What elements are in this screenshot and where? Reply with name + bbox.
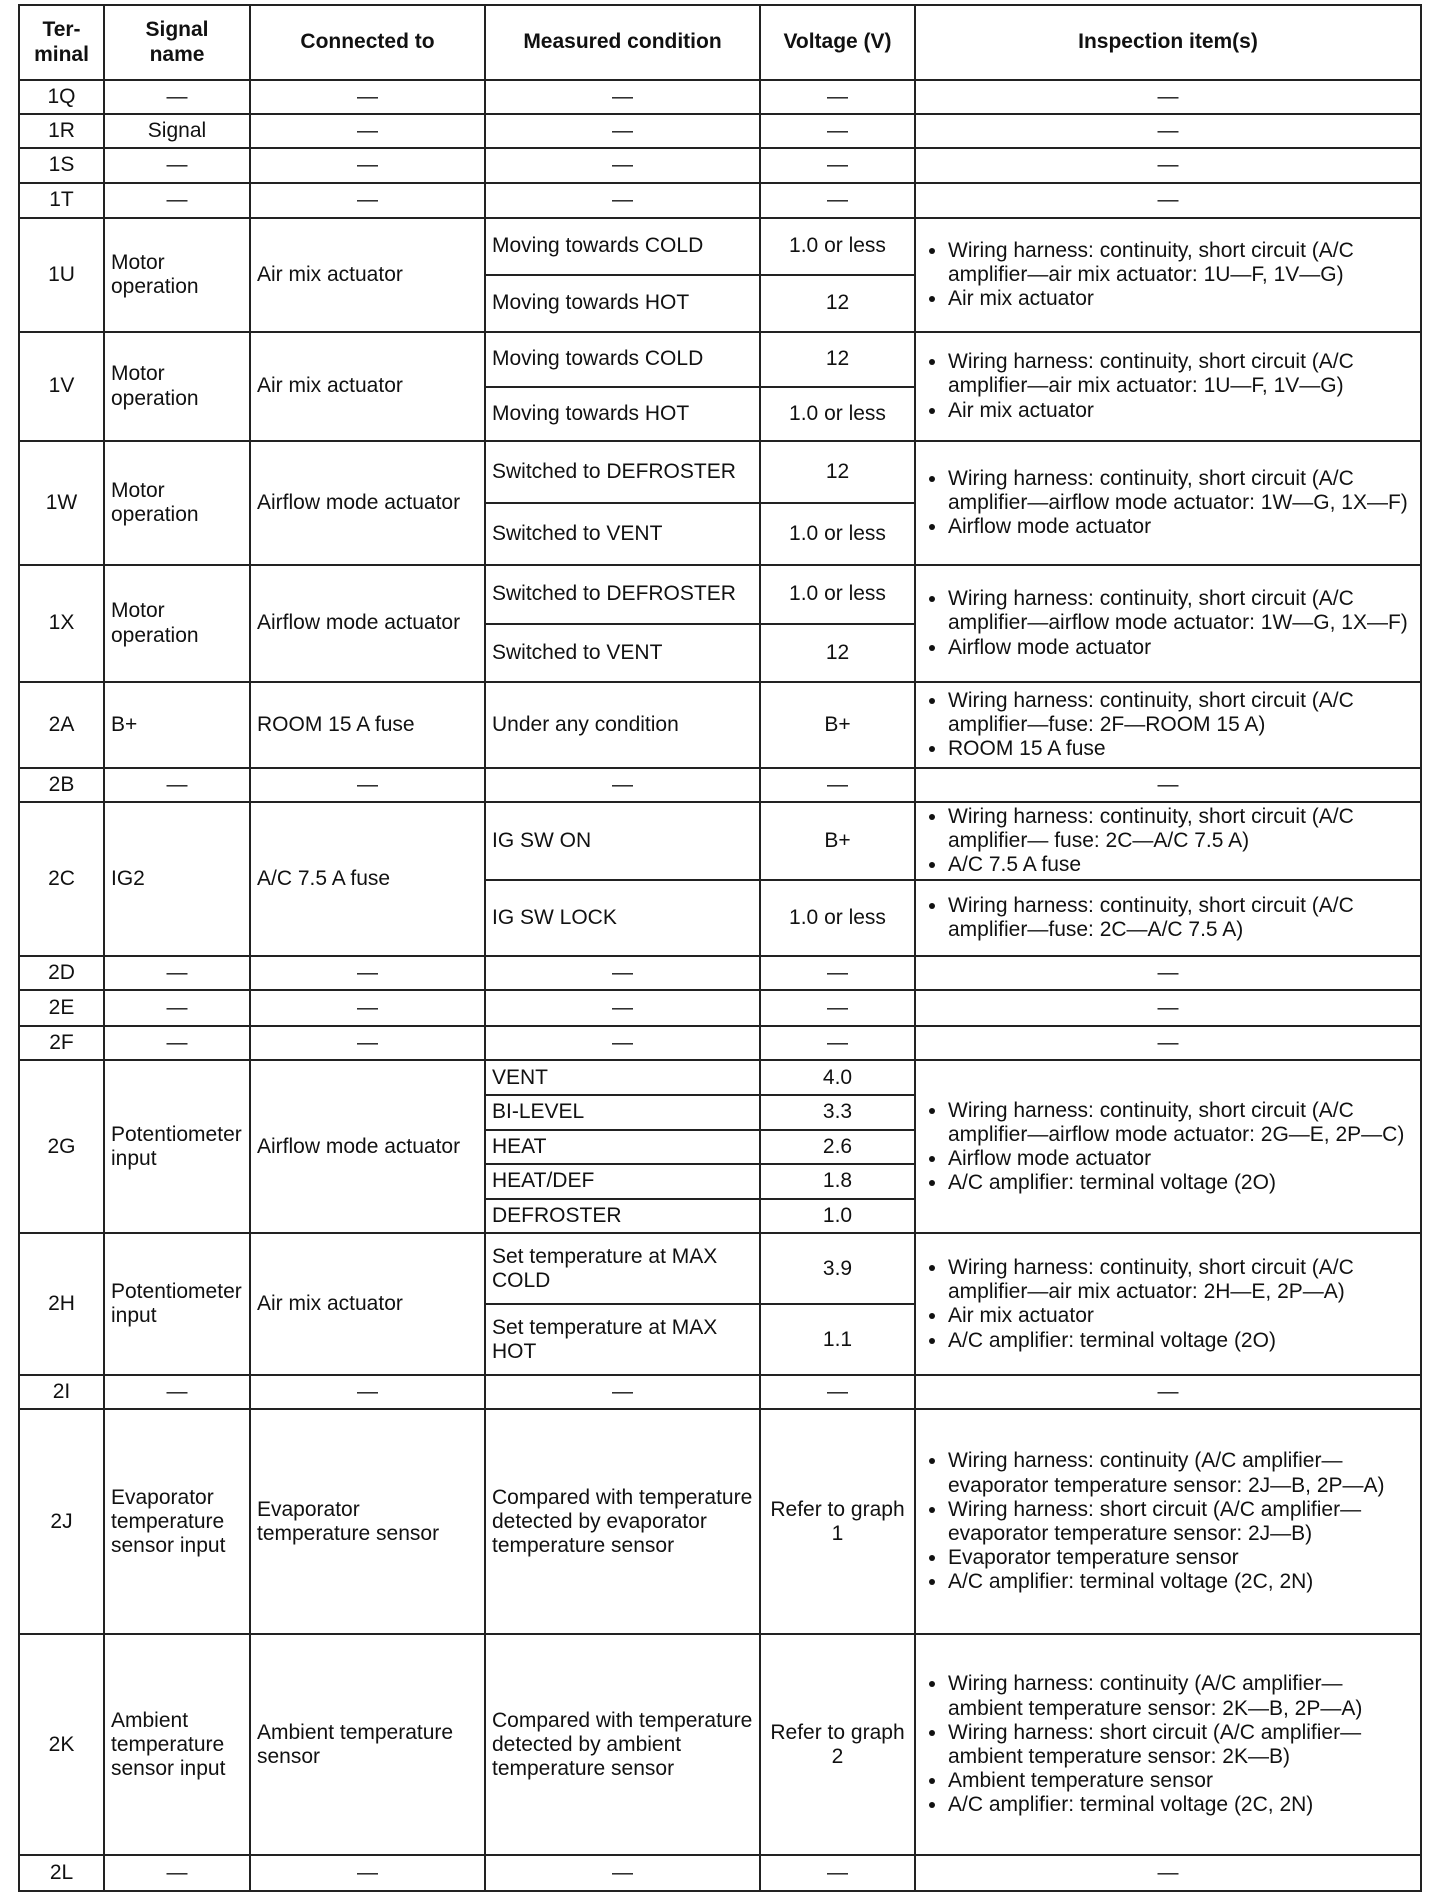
signal-name: —	[104, 80, 250, 114]
inspection-items	[915, 565, 1421, 682]
table-row	[19, 956, 1421, 990]
measured-condition: —	[485, 183, 760, 218]
inspection-items	[915, 802, 1421, 880]
table-row	[19, 1634, 1421, 1855]
table-row	[19, 802, 1421, 880]
voltage: 1.0	[760, 1199, 915, 1234]
measured-condition: —	[485, 80, 760, 114]
inspection-item: • A/C amplifier: terminal voltage (2O)	[948, 1329, 1414, 1353]
inspection-items: —	[915, 148, 1421, 183]
inspection-items: —	[915, 183, 1421, 218]
connected-to: Airflow mode actuator	[250, 441, 485, 565]
connected-to: Air mix actuator	[250, 332, 485, 441]
voltage: 4.0	[760, 1060, 915, 1095]
voltage: 1.8	[760, 1164, 915, 1199]
inspection-items: —	[915, 990, 1421, 1026]
voltage: 12	[760, 275, 915, 332]
inspection-item: • Ambient temperature sensor	[948, 1769, 1414, 1793]
inspection-item: • Wiring harness: continuity (A/C amplifier—evaporator temperature sensor: 2J—B, 2P—A)	[948, 1449, 1414, 1497]
signal-name: IG2	[104, 802, 250, 956]
voltage: Refer to graph 2	[760, 1634, 915, 1855]
voltage: —	[760, 1026, 915, 1060]
measured-condition: —	[485, 1375, 760, 1409]
inspection-items	[915, 1634, 1421, 1855]
connected-to: —	[250, 114, 485, 148]
inspection-items: —	[915, 956, 1421, 990]
connected-to: ROOM 15 A fuse	[250, 682, 485, 768]
inspection-item: • Wiring harness: continuity, short circuit (A/C amplifier—airflow mode actuator: 2G—E, 2P—C)	[948, 1099, 1414, 1147]
inspection-items	[915, 218, 1421, 332]
measured-condition: Switched to DEFROSTER	[485, 565, 760, 624]
inspection-items: —	[915, 1375, 1421, 1409]
terminal: 1T	[19, 183, 104, 218]
table-row	[19, 1233, 1421, 1304]
inspection-item: • Wiring harness: continuity, short circuit (A/C amplifier— fuse: 2C—A/C 7.5 A)	[948, 805, 1414, 853]
measured-condition: BI-LEVEL	[485, 1095, 760, 1130]
inspection-item: • Wiring harness: continuity, short circuit (A/C amplifier—airflow mode actuator: 1W—G, 1X—F)	[948, 467, 1414, 515]
connected-to: Ambient temperature sensor	[250, 1634, 485, 1855]
measured-condition: —	[485, 1026, 760, 1060]
terminal: 2D	[19, 956, 104, 990]
measured-condition: Compared with temperature detected by ambient temperature sensor	[485, 1634, 760, 1855]
voltage: Refer to graph 1	[760, 1409, 915, 1634]
measured-condition: Set temperature at MAX COLD	[485, 1233, 760, 1304]
inspection-item: • Evaporator temperature sensor	[948, 1546, 1414, 1570]
signal-name: —	[104, 148, 250, 183]
inspection-item: • Airflow mode actuator	[948, 1147, 1414, 1171]
measured-condition: Moving towards COLD	[485, 218, 760, 275]
voltage: 1.0 or less	[760, 387, 915, 442]
inspection-items	[915, 441, 1421, 565]
terminal: 2G	[19, 1060, 104, 1233]
voltage: —	[760, 183, 915, 218]
voltage: 12	[760, 441, 915, 503]
inspection-items	[915, 1409, 1421, 1634]
voltage: —	[760, 80, 915, 114]
inspection-item: • Airflow mode actuator	[948, 515, 1414, 539]
inspection-item: • A/C amplifier: terminal voltage (2C, 2N)	[948, 1570, 1414, 1594]
inspection-item: • Wiring harness: continuity, short circuit (A/C amplifier—fuse: 2C—A/C 7.5 A)	[948, 894, 1414, 942]
inspection-item: • Air mix actuator	[948, 287, 1414, 311]
inspection-list	[922, 350, 1414, 422]
inspection-list	[922, 587, 1414, 659]
signal-name: Motor operation	[104, 218, 250, 332]
terminal: 1S	[19, 148, 104, 183]
measured-condition: Switched to VENT	[485, 503, 760, 565]
inspection-item: • Wiring harness: continuity (A/C amplifier—ambient temperature sensor: 2K—B, 2P—A)	[948, 1672, 1414, 1720]
connected-to: —	[250, 956, 485, 990]
voltage: B+	[760, 682, 915, 768]
terminal: 1X	[19, 565, 104, 682]
voltage: —	[760, 956, 915, 990]
inspection-items	[915, 682, 1421, 768]
terminal: 2J	[19, 1409, 104, 1634]
table-row	[19, 332, 1421, 387]
inspection-list	[922, 805, 1414, 877]
table-row	[19, 1409, 1421, 1634]
inspection-item: • Air mix actuator	[948, 1304, 1414, 1328]
signal-name: Motor operation	[104, 441, 250, 565]
connected-to: —	[250, 183, 485, 218]
inspection-list	[922, 467, 1414, 539]
terminal: 2B	[19, 768, 104, 802]
voltage: 12	[760, 332, 915, 387]
terminal: 2A	[19, 682, 104, 768]
inspection-item: • Wiring harness: short circuit (A/C amplifier—ambient temperature sensor: 2K—B)	[948, 1721, 1414, 1769]
inspection-item: • Airflow mode actuator	[948, 636, 1414, 660]
inspection-item: • Wiring harness: continuity, short circuit (A/C amplifier—air mix actuator: 2H—E, 2P—A)	[948, 1256, 1414, 1304]
voltage: 12	[760, 624, 915, 683]
measured-condition: —	[485, 114, 760, 148]
inspection-item: • A/C amplifier: terminal voltage (2O)	[948, 1171, 1414, 1195]
table-row	[19, 148, 1421, 183]
signal-name: —	[104, 1026, 250, 1060]
terminal: 1Q	[19, 80, 104, 114]
connected-to: —	[250, 1375, 485, 1409]
measured-condition: Moving towards HOT	[485, 275, 760, 332]
terminal-inspection-table	[18, 4, 1422, 1892]
voltage: —	[760, 1855, 915, 1891]
connected-to: —	[250, 990, 485, 1026]
voltage: 1.1	[760, 1304, 915, 1375]
terminal: 1V	[19, 332, 104, 441]
measured-condition: HEAT/DEF	[485, 1164, 760, 1199]
header-row	[19, 5, 1421, 80]
signal-name: Signal	[104, 114, 250, 148]
voltage: —	[760, 148, 915, 183]
measured-condition: Switched to DEFROSTER	[485, 441, 760, 503]
voltage: 1.0 or less	[760, 503, 915, 565]
measured-condition: DEFROSTER	[485, 1199, 760, 1234]
header-signal-name: Signal name	[104, 5, 250, 80]
inspection-items	[915, 880, 1421, 956]
header-terminal: Ter- minal	[19, 5, 104, 80]
connected-to: Evaporator temperature sensor	[250, 1409, 485, 1634]
connected-to: Airflow mode actuator	[250, 1060, 485, 1233]
connected-to: Air mix actuator	[250, 218, 485, 332]
signal-name: Evaporator temperature sensor input	[104, 1409, 250, 1634]
inspection-items: —	[915, 1855, 1421, 1891]
signal-name: Motor operation	[104, 332, 250, 441]
voltage: —	[760, 114, 915, 148]
terminal: 2I	[19, 1375, 104, 1409]
table-row	[19, 1060, 1421, 1095]
measured-condition: —	[485, 768, 760, 802]
table-row	[19, 1855, 1421, 1891]
inspection-item: • ROOM 15 A fuse	[948, 737, 1414, 761]
connected-to: —	[250, 80, 485, 114]
inspection-items	[915, 1233, 1421, 1375]
signal-name: —	[104, 990, 250, 1026]
signal-name: —	[104, 768, 250, 802]
signal-name: Ambient temperature sensor input	[104, 1634, 250, 1855]
inspection-list	[922, 689, 1414, 761]
terminal: 2K	[19, 1634, 104, 1855]
signal-name: —	[104, 1855, 250, 1891]
inspection-list	[922, 1672, 1414, 1817]
measured-condition: Set temperature at MAX HOT	[485, 1304, 760, 1375]
connected-to: Air mix actuator	[250, 1233, 485, 1375]
signal-name: —	[104, 956, 250, 990]
table-row	[19, 80, 1421, 114]
connected-to: —	[250, 1855, 485, 1891]
voltage: 1.0 or less	[760, 218, 915, 275]
table-row	[19, 114, 1421, 148]
terminal: 1R	[19, 114, 104, 148]
inspection-item: • Wiring harness: short circuit (A/C amplifier—evaporator temperature sensor: 2J—B)	[948, 1498, 1414, 1546]
terminal: 2F	[19, 1026, 104, 1060]
measured-condition: —	[485, 148, 760, 183]
inspection-item: • Air mix actuator	[948, 399, 1414, 423]
table-row	[19, 441, 1421, 503]
measured-condition: —	[485, 990, 760, 1026]
header-connected-to: Connected to	[250, 5, 485, 80]
inspection-item: • Wiring harness: continuity, short circuit (A/C amplifier—air mix actuator: 1U—F, 1V—G)	[948, 350, 1414, 398]
measured-condition: —	[485, 956, 760, 990]
terminal: 2L	[19, 1855, 104, 1891]
table-row	[19, 183, 1421, 218]
measured-condition: —	[485, 1855, 760, 1891]
signal-name: Potentiometer input	[104, 1060, 250, 1233]
measured-condition: HEAT	[485, 1130, 760, 1165]
signal-name: Potentiometer input	[104, 1233, 250, 1375]
connected-to: Airflow mode actuator	[250, 565, 485, 682]
terminal: 1U	[19, 218, 104, 332]
table-row	[19, 565, 1421, 624]
terminal: 2C	[19, 802, 104, 956]
inspection-item: • Wiring harness: continuity, short circuit (A/C amplifier—air mix actuator: 1U—F, 1V—G)	[948, 239, 1414, 287]
header-measured-condition: Measured condition	[485, 5, 760, 80]
measured-condition: Compared with temperature detected by evaporator temperature sensor	[485, 1409, 760, 1634]
connected-to: —	[250, 148, 485, 183]
inspection-item: • Wiring harness: continuity, short circuit (A/C amplifier—fuse: 2F—ROOM 15 A)	[948, 689, 1414, 737]
inspection-items	[915, 332, 1421, 441]
measured-condition: VENT	[485, 1060, 760, 1095]
measured-condition: Switched to VENT	[485, 624, 760, 683]
inspection-list	[922, 1256, 1414, 1353]
inspection-item: • A/C amplifier: terminal voltage (2C, 2N)	[948, 1793, 1414, 1817]
voltage: 2.6	[760, 1130, 915, 1165]
voltage: —	[760, 768, 915, 802]
signal-name: B+	[104, 682, 250, 768]
inspection-item: • A/C 7.5 A fuse	[948, 853, 1414, 877]
connected-to: —	[250, 1026, 485, 1060]
terminal: 1W	[19, 441, 104, 565]
voltage: —	[760, 1375, 915, 1409]
voltage: 3.3	[760, 1095, 915, 1130]
measured-condition: IG SW LOCK	[485, 880, 760, 956]
inspection-list	[922, 1099, 1414, 1196]
connected-to: A/C 7.5 A fuse	[250, 802, 485, 956]
inspection-items: —	[915, 80, 1421, 114]
table-row	[19, 218, 1421, 275]
header-inspection-items: Inspection item(s)	[915, 5, 1421, 80]
voltage: —	[760, 990, 915, 1026]
inspection-items: —	[915, 114, 1421, 148]
measured-condition: Moving towards HOT	[485, 387, 760, 442]
connected-to: —	[250, 768, 485, 802]
voltage: 1.0 or less	[760, 880, 915, 956]
signal-name: —	[104, 183, 250, 218]
table-row	[19, 768, 1421, 802]
header-voltage: Voltage (V)	[760, 5, 915, 80]
terminal: 2H	[19, 1233, 104, 1375]
inspection-list	[922, 894, 1414, 942]
table-row	[19, 1026, 1421, 1060]
inspection-items	[915, 1060, 1421, 1233]
measured-condition: Moving towards COLD	[485, 332, 760, 387]
measured-condition: Under any condition	[485, 682, 760, 768]
table-row	[19, 1375, 1421, 1409]
voltage: 3.9	[760, 1233, 915, 1304]
signal-name: Motor operation	[104, 565, 250, 682]
inspection-items: —	[915, 1026, 1421, 1060]
terminal: 2E	[19, 990, 104, 1026]
inspection-items: —	[915, 768, 1421, 802]
measured-condition: IG SW ON	[485, 802, 760, 880]
table-row	[19, 682, 1421, 768]
inspection-item: • Wiring harness: continuity, short circuit (A/C amplifier—airflow mode actuator: 1W—G, 1X—F)	[948, 587, 1414, 635]
signal-name: —	[104, 1375, 250, 1409]
inspection-list	[922, 1449, 1414, 1594]
table-row	[19, 990, 1421, 1026]
voltage: 1.0 or less	[760, 565, 915, 624]
voltage: B+	[760, 802, 915, 880]
inspection-list	[922, 239, 1414, 311]
